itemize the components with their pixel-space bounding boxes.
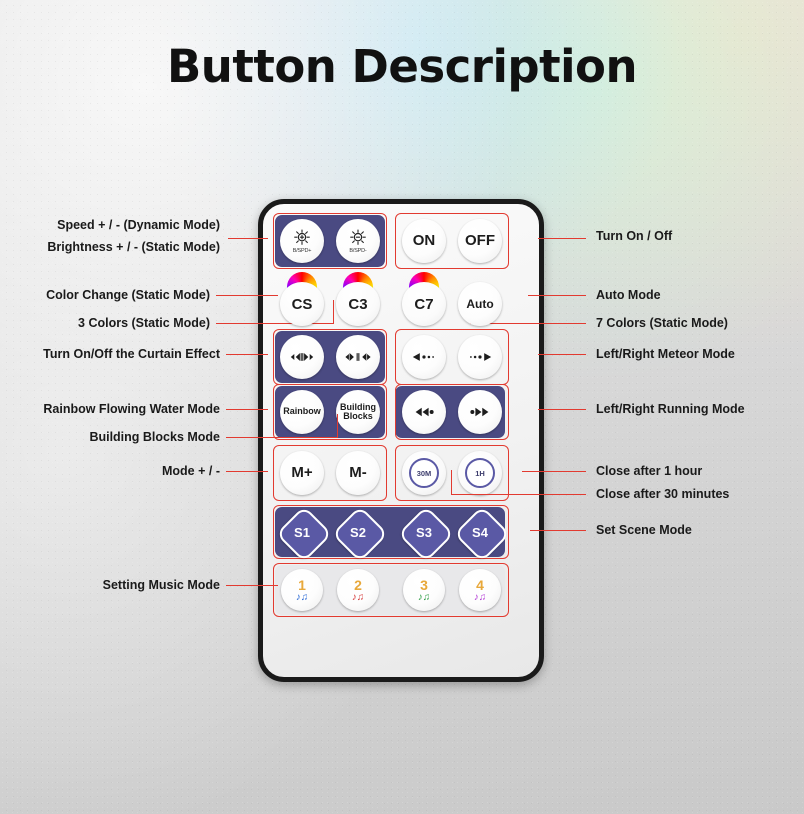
music-note-icon: ♪♫ [473,592,487,603]
music-2-button[interactable] [337,569,379,611]
callout-color-change: Color Change (Static Mode) [46,288,210,302]
building-blocks-label-line1: Building [340,401,376,412]
scene-1-label: S1 [294,525,310,540]
power-on-label: ON [412,232,436,250]
callout-speed-brightness-line2: Brightness + / - (Static Mode) [47,240,220,254]
c7-button[interactable] [402,282,446,326]
page-title: Button Description [166,40,638,93]
timer-30m-button[interactable] [402,451,446,495]
power-off-button[interactable] [458,219,502,263]
rainbow-button[interactable] [280,390,324,434]
music-2-label: 2 [354,577,362,593]
mode-plus-button[interactable] [280,451,324,495]
curtain-open-icon [288,350,316,364]
c3-label: C3 [348,295,368,313]
callout-seven-colors: 7 Colors (Static Mode) [596,316,728,330]
remote-control-body [258,199,544,682]
music-note-icon: ♪♫ [417,592,431,603]
callout-building-blocks: Building Blocks Mode [89,430,220,444]
power-on-button[interactable] [402,219,446,263]
music-note-icon: ♪♫ [295,592,309,603]
timer-1h-label: 1H [465,458,495,488]
speed-plus-sublabel: B/SPD+ [292,247,312,254]
mode-plus-label: M+ [291,464,313,482]
callout-close-30-minutes: Close after 30 minutes [596,487,730,501]
leader-running-mode [538,409,586,410]
music-3-label: 3 [420,577,428,593]
cs-label: CS [291,295,313,313]
callout-speed-brightness-line1: Speed + / - (Dynamic Mode) [57,218,220,232]
run-right-icon [467,405,493,419]
leader-three-colors-vertical [333,300,334,324]
auto-button[interactable] [458,282,502,326]
building-blocks-label-line2: Blocks [343,411,373,421]
mode-minus-button[interactable] [336,451,380,495]
sun-minus-icon [348,228,368,248]
leader-color-change [216,295,278,296]
c3-button[interactable] [336,282,380,326]
leader-rainbow [226,409,268,410]
timer-30m-label: 30M [409,458,439,488]
scene-4-label: S4 [472,525,488,540]
run-left-icon [411,405,437,419]
callout-setting-music-mode: Setting Music Mode [102,578,220,592]
music-4-label: 4 [476,577,484,593]
music-1-label: 1 [298,577,306,593]
music-3-button[interactable] [403,569,445,611]
meteor-right-button[interactable] [458,335,502,379]
timer-1h-button[interactable] [458,451,502,495]
sun-plus-icon [292,228,312,248]
scene-2-label: S2 [350,525,366,540]
leader-mode [226,471,268,472]
callout-turn-on-off: Turn On / Off [596,229,673,243]
power-off-label: OFF [465,232,495,250]
speed-plus-button[interactable] [280,219,324,263]
leader-close-30-minutes-vertical [451,470,452,495]
cs-button[interactable] [280,282,324,326]
meteor-right-icon [466,351,494,363]
building-blocks-button[interactable] [336,390,380,434]
callout-three-colors: 3 Colors (Static Mode) [78,316,210,330]
leader-three-colors [216,323,334,324]
callout-running-mode: Left/Right Running Mode [596,402,745,416]
leader-turn-on-off [538,238,586,239]
music-note-icon: ♪♫ [351,592,365,603]
leader-curtain-effect [226,354,268,355]
callout-set-scene-mode: Set Scene Mode [596,523,692,537]
leader-set-scene-mode [530,530,586,531]
callout-meteor-mode: Left/Right Meteor Mode [596,347,735,361]
callout-mode-plus-minus: Mode + / - [162,464,220,478]
leader-music [226,585,278,586]
callout-close-1-hour: Close after 1 hour [596,464,703,478]
c7-label: C7 [414,295,434,313]
leader-building-blocks [226,437,338,438]
leader-close-1-hour [522,471,586,472]
scene-3-label: S3 [416,525,432,540]
meteor-left-button[interactable] [402,335,446,379]
callout-auto-mode: Auto Mode [596,288,661,302]
meteor-left-icon [410,351,438,363]
music-4-button[interactable] [459,569,501,611]
auto-label: Auto [466,296,494,311]
run-right-button[interactable] [458,390,502,434]
rainbow-label: Rainbow [283,406,321,417]
leader-meteor-mode [538,354,586,355]
run-left-button[interactable] [402,390,446,434]
callout-rainbow-flowing-water: Rainbow Flowing Water Mode [43,402,220,416]
curtain-close-button[interactable] [336,335,380,379]
callout-curtain-effect: Turn On/Off the Curtain Effect [43,347,220,361]
music-1-button[interactable] [281,569,323,611]
mode-minus-label: M- [349,464,367,482]
leader-building-blocks-vertical [337,414,338,438]
curtain-close-icon [344,350,372,364]
leader-auto-mode [528,295,586,296]
leader-close-30-minutes [451,494,586,495]
leader-speed-brightness [228,238,268,239]
speed-minus-sublabel: B/SPD- [349,247,367,254]
speed-minus-button[interactable] [336,219,380,263]
curtain-open-button[interactable] [280,335,324,379]
